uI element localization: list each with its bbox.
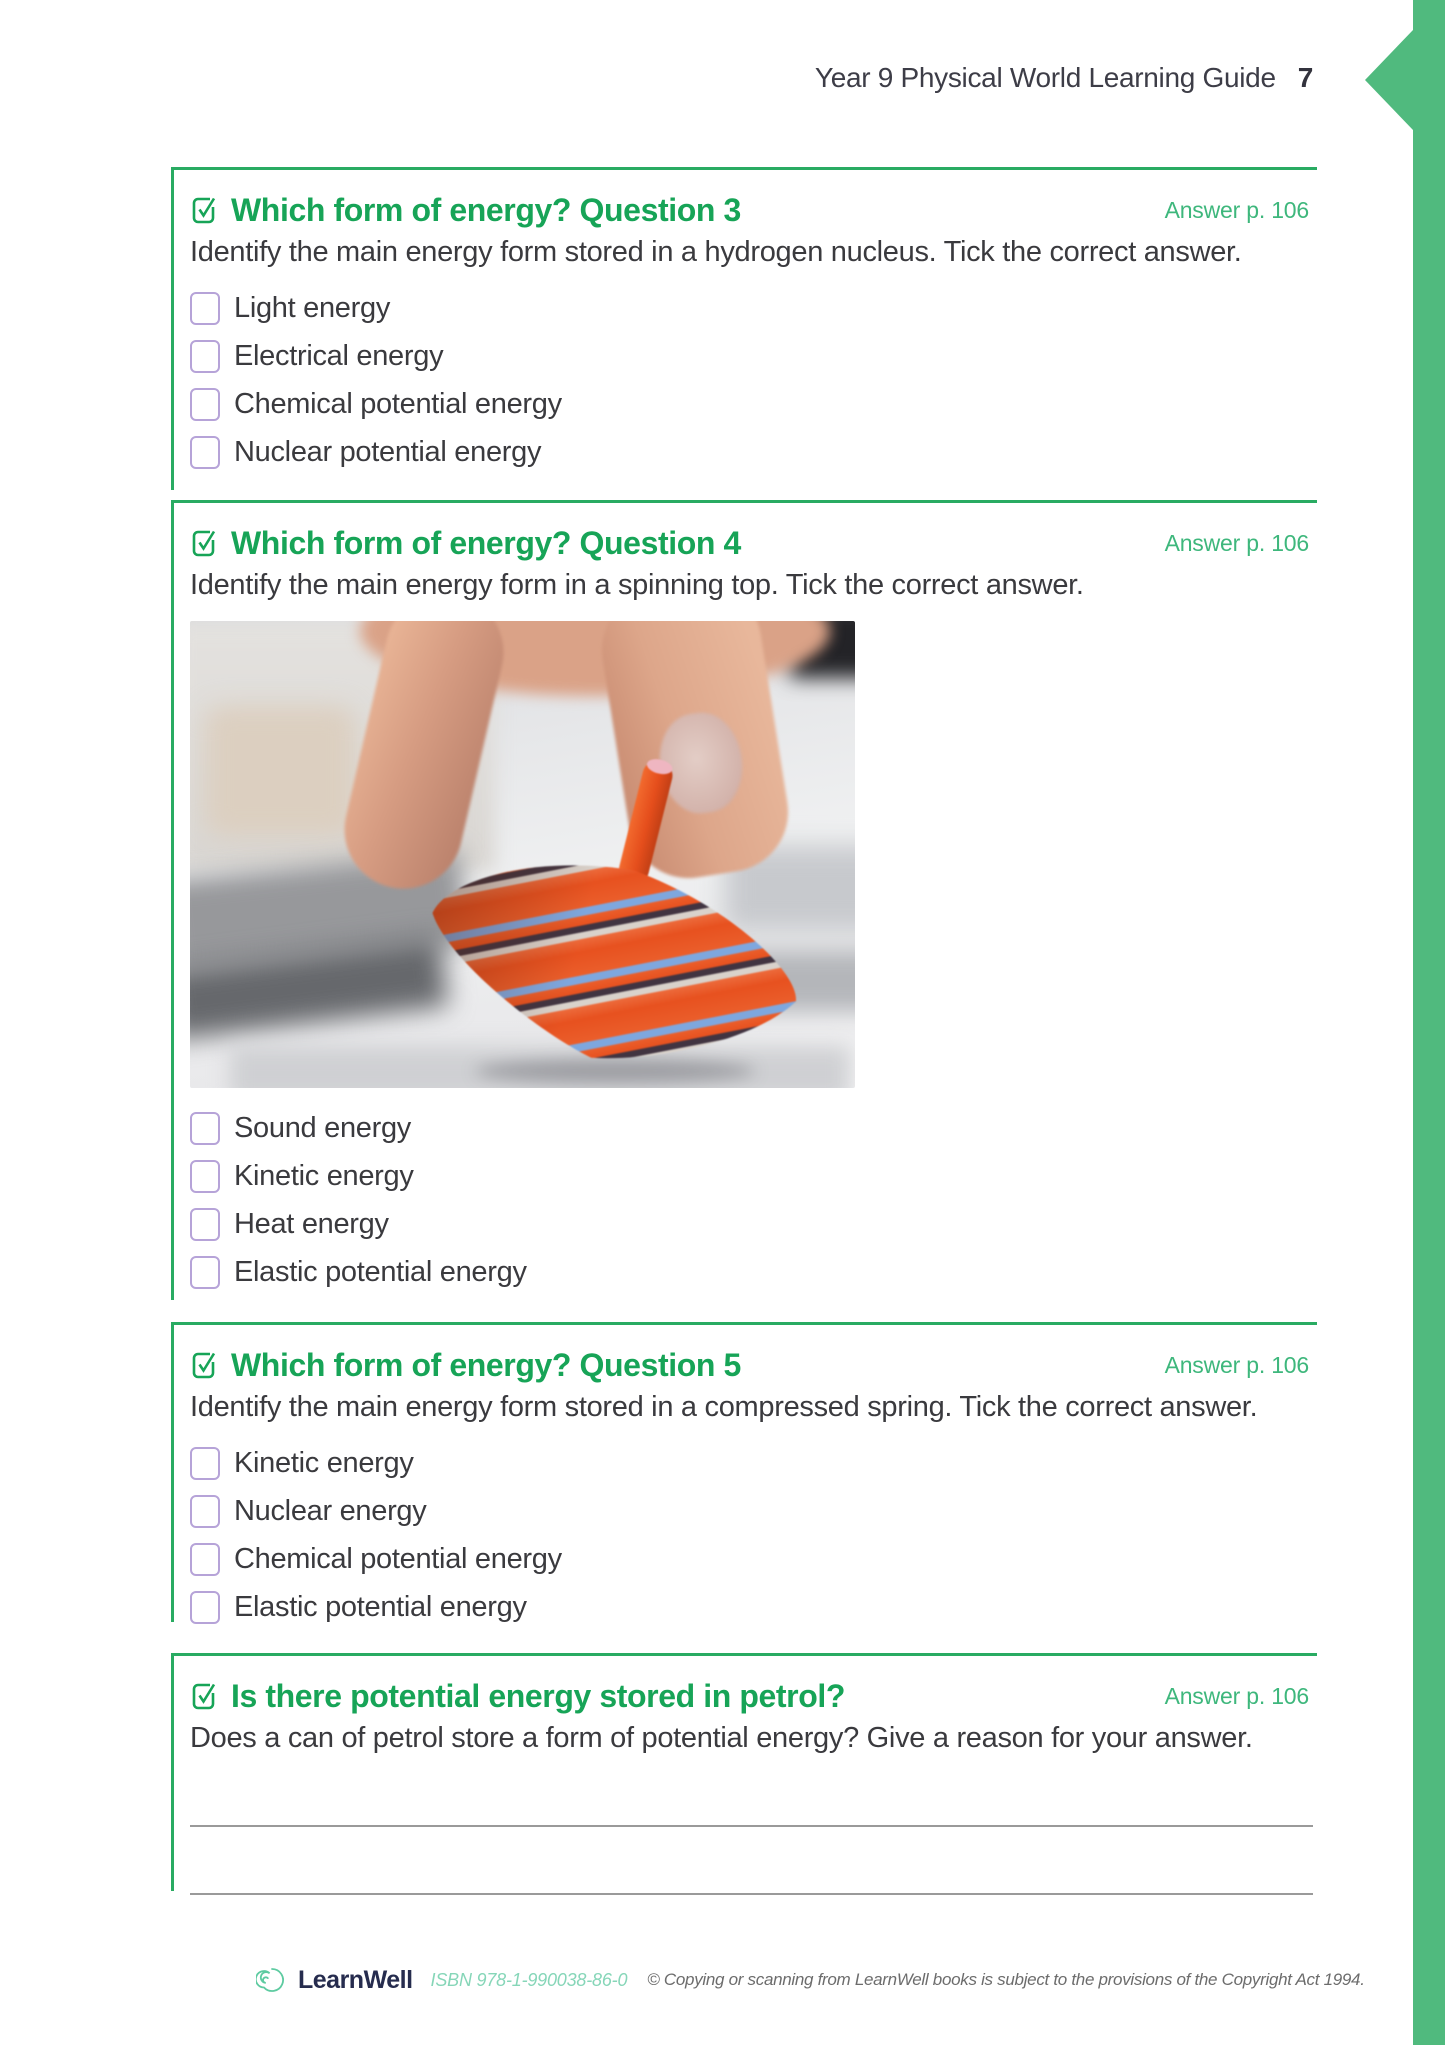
petrol-question-prompt: Does a can of petrol store a form of potential energy? Give a reason for your answer. (190, 1722, 1253, 1754)
page-header (815, 62, 1313, 94)
spinning-top-photo (190, 621, 855, 1088)
option-label: Kinetic energy (234, 1160, 414, 1192)
question-4-title: Which form of energy? Question 4 (190, 525, 741, 562)
option-label: Heat energy (234, 1208, 389, 1240)
answer-checkbox[interactable] (190, 1112, 220, 1145)
question-4-options (190, 1112, 1311, 1289)
answer-checkbox[interactable] (190, 1495, 220, 1528)
option-row (190, 340, 1311, 373)
option-row (190, 1591, 1311, 1624)
option-row (190, 1208, 1311, 1241)
question-4-box (171, 500, 1317, 1300)
option-row (190, 1495, 1311, 1528)
brand-name: LearnWell (298, 1965, 413, 1994)
answer-write-line[interactable] (190, 1825, 1313, 1827)
checkbox-tick-icon (190, 1349, 219, 1382)
page-edge-bar (1413, 0, 1445, 2045)
option-row (190, 1543, 1311, 1576)
option-row (190, 1160, 1311, 1193)
copyright-text: © Copying or scanning from LearnWell books is subject to the provisions of the Copyright Act 1994. (647, 1970, 1365, 1989)
option-label: Elastic potential energy (234, 1591, 527, 1623)
option-label: Elastic potential energy (234, 1256, 527, 1288)
learnwell-logo-icon (256, 1964, 288, 1996)
answer-page-reference: Answer p. 106 (1164, 196, 1309, 223)
option-label: Chemical potential energy (234, 1543, 562, 1575)
answer-checkbox[interactable] (190, 1256, 220, 1289)
question-4-prompt: Identify the main energy form in a spinning top. Tick the correct answer. (190, 569, 1084, 601)
question-3-box (171, 167, 1317, 490)
option-label: Light energy (234, 292, 391, 324)
checkbox-tick-icon (190, 527, 219, 560)
option-label: Nuclear potential energy (234, 436, 542, 468)
answer-checkbox[interactable] (190, 436, 220, 469)
option-row (190, 388, 1311, 421)
spinning-top (415, 749, 835, 1088)
petrol-question-header (190, 1676, 1311, 1716)
checkbox-tick-icon (190, 1680, 219, 1713)
question-5-header (190, 1345, 1311, 1385)
page-title: Year 9 Physical World Learning Guide (814, 62, 1276, 93)
option-row (190, 436, 1311, 469)
option-row (190, 1447, 1311, 1480)
option-label: Sound energy (234, 1112, 411, 1144)
checkbox-tick-icon (190, 194, 219, 227)
answer-write-line[interactable] (190, 1893, 1313, 1895)
answer-page-reference: Answer p. 106 (1164, 529, 1309, 556)
answer-checkbox[interactable] (190, 1160, 220, 1193)
question-4-header (190, 523, 1311, 563)
option-row (190, 292, 1311, 325)
option-label: Nuclear energy (234, 1495, 427, 1527)
option-row (190, 1112, 1311, 1145)
answer-checkbox[interactable] (190, 292, 220, 325)
answer-checkbox[interactable] (190, 1543, 220, 1576)
answer-checkbox[interactable] (190, 340, 220, 373)
question-5-box (171, 1322, 1317, 1622)
question-3-header (190, 190, 1311, 230)
answer-checkbox[interactable] (190, 1208, 220, 1241)
question-5-prompt: Identify the main energy form stored in a compressed spring. Tick the correct answer. (190, 1391, 1258, 1423)
petrol-question-box (171, 1653, 1317, 1891)
answer-page-reference: Answer p. 106 (1164, 1682, 1309, 1709)
page-number: 7 (1297, 62, 1313, 93)
option-row (190, 1256, 1311, 1289)
page-footer (256, 1964, 1365, 1996)
question-5-title: Which form of energy? Question 5 (190, 1347, 741, 1384)
answer-checkbox[interactable] (190, 1447, 220, 1480)
answer-page-reference: Answer p. 106 (1164, 1351, 1309, 1378)
question-5-options (190, 1447, 1311, 1624)
question-3-title: Which form of energy? Question 3 (190, 192, 741, 229)
petrol-question-title: Is there potential energy stored in petrol? (190, 1678, 845, 1715)
option-label: Chemical potential energy (234, 388, 562, 420)
question-3-options (190, 292, 1311, 469)
question-3-prompt: Identify the main energy form stored in a hydrogen nucleus. Tick the correct answer. (190, 236, 1242, 268)
page-edge-arrow-icon (1365, 30, 1413, 130)
isbn-text: ISBN 978-1-990038-86-0 (430, 1969, 628, 1990)
answer-checkbox[interactable] (190, 388, 220, 421)
answer-checkbox[interactable] (190, 1591, 220, 1624)
option-label: Kinetic energy (234, 1447, 414, 1479)
option-label: Electrical energy (234, 340, 444, 372)
